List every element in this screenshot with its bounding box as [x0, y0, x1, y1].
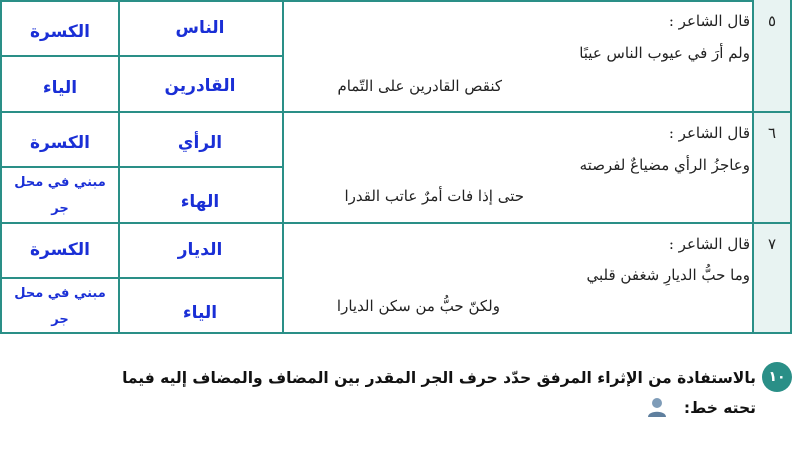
verse-line-2: كنقص القادرين على التّمام: [337, 77, 502, 95]
column-divider: [282, 0, 284, 332]
answer-case-line: مبني في محل: [14, 286, 106, 301]
exercise-instruction-line-1: بالاستفادة من الإثراء المرفق حدّد حرف الجر المقدر بين المضاف والمضاف إليه فيما: [122, 369, 756, 387]
row-number: ٦: [767, 124, 777, 142]
verse-line-2: حتى إذا فات أمرٌ عاتب القدرا: [344, 187, 524, 205]
answer-case: [2, 281, 118, 333]
cell-divider: [0, 166, 284, 168]
row-number: ٧: [767, 235, 777, 253]
column-divider: [752, 0, 754, 332]
verse-intro: قال الشاعر :: [668, 124, 750, 142]
answer-case: الكسرة: [29, 240, 90, 260]
answer-word: القادرين: [164, 76, 236, 96]
row-number: ٥: [767, 12, 777, 30]
answer-word: الناس: [175, 18, 225, 38]
answer-case: الياء: [42, 78, 78, 98]
verse-intro: قال الشاعر :: [668, 12, 750, 30]
column-divider: [118, 0, 120, 332]
answer-word: الرأي: [177, 133, 223, 153]
verse-line-2: ولكنّ حبُّ من سكن الديارا: [336, 297, 500, 315]
person-icon: [646, 396, 668, 418]
answer-word: الياء: [182, 303, 218, 323]
answer-case-line: جر: [51, 201, 69, 216]
answer-case-line: مبني في محل: [14, 175, 106, 190]
exercise-instruction-line-2: تحته خط:: [683, 399, 756, 417]
cell-divider: [0, 277, 284, 279]
verse-line-1: وما حبُّ الديارِ شغفن قلبي: [586, 266, 750, 284]
answer-case: [2, 170, 118, 222]
verse-line-1: وعاجزُ الرأي مضياعٌ لفرصته: [579, 156, 750, 174]
exercise-number-badge: ١٠: [762, 362, 792, 392]
answer-case-line: جر: [51, 312, 69, 327]
verse-intro: قال الشاعر :: [668, 235, 750, 253]
cell-divider: [0, 55, 284, 57]
answer-word: الديار: [177, 240, 223, 260]
number-column: [754, 0, 790, 332]
verse-line-1: ولم أرَ في عيوب الناس عيبًا: [579, 44, 750, 62]
answer-case: الكسرة: [29, 22, 90, 42]
answer-word: الهاء: [180, 192, 220, 212]
answer-case: الكسرة: [29, 133, 90, 153]
